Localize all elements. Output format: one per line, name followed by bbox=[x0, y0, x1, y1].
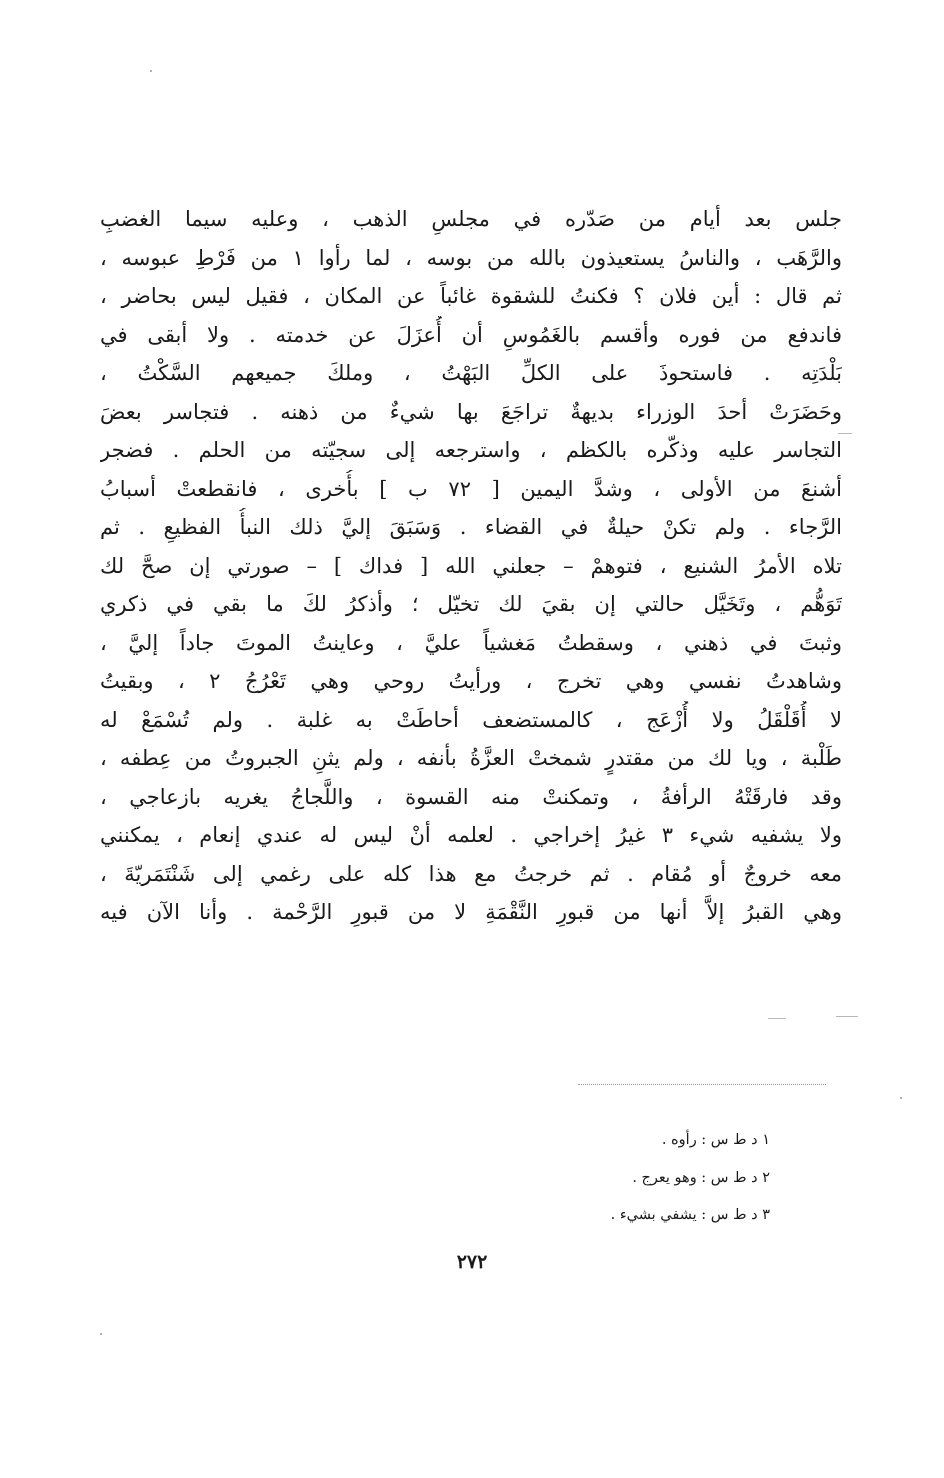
text-line: بَلْدَتِه . فاستحوذَ على الكلِّ البَهْتُ ، وملكَ جميعهم السَّكْتُ ، bbox=[100, 361, 842, 385]
text-line: وشاهدتُ نفسي وهي تخرج ، ورأيتُ روحي وهي تَعْرُجُ ٢ ، وبقيتُ bbox=[100, 669, 842, 693]
margin-mark bbox=[768, 1018, 786, 1019]
text-line: تَوَهُّم ، وتَخَيَّل حالتي إن بقيَ لك تخيّل ؛ وأذكرُ لكَ ما بقي في ذكري bbox=[100, 592, 842, 616]
text-line: الرَّجاء . ولم تكنْ حيلةٌ في القضاء . وَسَبَقَ إليَّ ذلك النبأُ الفظيعِ . ثم bbox=[100, 515, 842, 539]
footnotes bbox=[380, 1122, 770, 1235]
text-line: فاندفع من فوره وأقسم بالغَمُوسِ أن أُعزَلَ عن خدمته . ولا أبقى في bbox=[100, 322, 842, 347]
scan-speck bbox=[100, 1333, 102, 1335]
main-text bbox=[100, 200, 842, 932]
text-line: وقد فارقَتْهُ الرأفةُ ، وتمكنتْ منه القسوة ، واللَّجاجُ يغريه بازعاجي ، bbox=[100, 784, 842, 809]
text-line: التجاسر عليه وذكّره بالكظم ، واسترجعه إلى سجيّته من الحلم . فضجر bbox=[100, 438, 842, 462]
text-line: تلاه الأمرُ الشنيع ، فتوهمْ – جعلني الله [ فداك ] – صورتي إن صحَّ لك bbox=[100, 553, 842, 578]
text-line: جلس بعد أيام من صَدّره في مجلسِ الذهب ، وعليه سيما الغضبِ bbox=[100, 207, 842, 231]
footnote: ٢ د ط س : وهو يعرج . bbox=[632, 1169, 770, 1186]
footnote: ٣ د ط س : يشفي بشيء . bbox=[610, 1207, 770, 1223]
scan-speck bbox=[150, 70, 152, 72]
text-line: وثبتَ في ذهني ، وسقطتُ مَغشياً عليَّ ، وعاينتُ الموتَ جاداً إليَّ ، bbox=[100, 630, 842, 655]
footnote-separator bbox=[578, 1084, 826, 1085]
scan-speck bbox=[900, 1097, 902, 1099]
text-line: وهي القبرُ إلاَّ أنها من قبورِ النَّقْمَةِ لا من قبورِ الرَّحْمة . وأنا الآن فيه bbox=[100, 900, 842, 924]
margin-mark bbox=[836, 1016, 858, 1017]
page-number: ٢٧٢ bbox=[456, 1251, 488, 1273]
text-line: ولا يشفيه شيء ٣ غيرُ إخراجي . لعلمه أنْ ليس له عندي إنعام ، يمكنني bbox=[100, 823, 842, 847]
text-line: لا أُقَلْقَلُ ولا أُزْعَج ، كالمستضعف أحاطَتْ به غلبة . ولم تُسْمَعْ له bbox=[100, 707, 842, 732]
text-line: أشنعَ من الأولى ، وشدَّ اليمين [ ٧٢ ب ] بأُخرى ، فانقطعتْ أسبابُ bbox=[100, 476, 842, 501]
text-line: معه خروجٌ أو مُقام . ثم خرجتُ مع هذا كله على رغمي إلى شَنْتَمَريّةَ ، bbox=[100, 861, 842, 886]
footnote: ١ د ط س : رأوه . bbox=[661, 1132, 770, 1148]
text-line: والرَّهَب ، والناسُ يستعيذون بالله من بوسه ، لما رأوا ١ من فَرْطِ عبوسه ، bbox=[100, 245, 842, 270]
text-line: وحَضَرَتْ أحدَ الوزراء بديهةٌ تراجَعَ بها شيءٌ من ذهنه . فتجاسر بعضَ bbox=[100, 399, 842, 424]
text-line: طَلْبة ، ويا لك من مقتدرٍ شمختْ العزَّةُ بأنفه ، ولم يثنِ الجبروتُ من عِطفه ، bbox=[100, 746, 842, 770]
text-line: ثم قال : أين فلان ؟ فكنتُ للشقوة غائباً عن المكان ، فقيل ليس بحاضر ، bbox=[100, 284, 842, 308]
